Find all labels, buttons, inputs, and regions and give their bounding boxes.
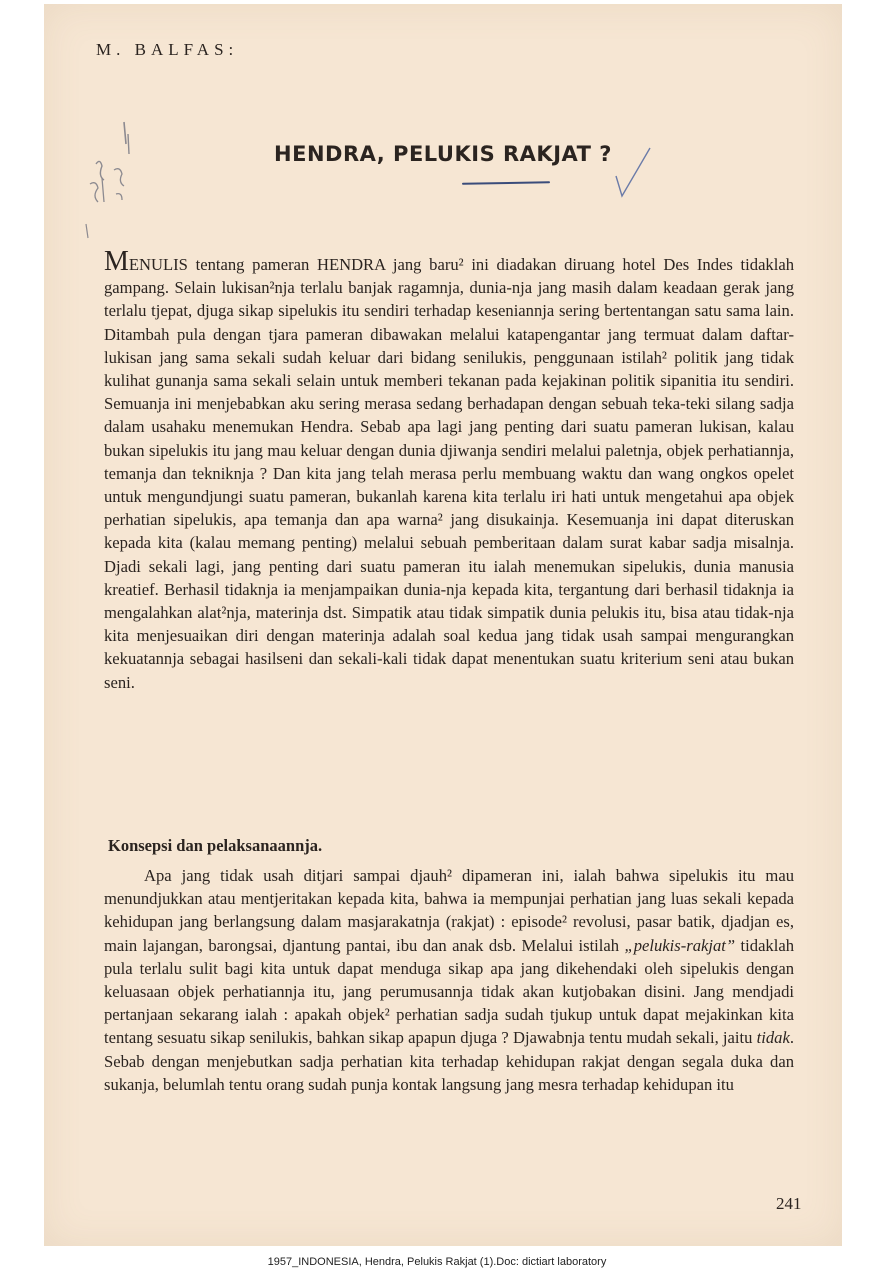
document-page: [44, 4, 842, 1246]
section-emphasis: tidak: [756, 1028, 790, 1048]
author-header: M. BALFAS:: [96, 40, 239, 59]
ink-checkmark: [610, 142, 656, 202]
intro-text: ENULIS tentang pameran HENDRA jang baru² ini diadakan diruang hotel Des Indes tidaklah gampang. Selain lukisan²nja terlalu banjak ragamnja, dunia-nja jang masih dalam keadaan gerak jang terlalu tjepat, djuga sikap sipelukis itu sendiri terhadap keseniannja sering bertentangan satu sama lain. Ditambah pula dengan tjara pameran dibawakan melalui katapengantar jang termuat dalam daftar-lukisan jang sama sekali sudah keluar dari bidang senilukis, penggunaan istilah² politik jang tidak kulihat gunanja sama sekali selain untuk memberi tekanan pada kejakinan politik sipanitia itu sendiri. Semuanja ini menjebabkan aku sering merasa sedang berhadapan dengan sebuah teka-teki silang sadja dalam usahaku menemukan Hendra. Sebab apa lagi jang penting dari suatu pameran lukisan, kalau bukan sipelukis itu jang mau keluar dengan dunia djiwanja sendiri melalui paletnja, objek perhatiannja, temanja dan tekniknja ? Dan kita jang telah merasa perlu membuang waktu dan wang ongkos opelet untuk mengundjungi suatu pameran, bukanlah karena kita terlalu iri hati untuk mengetahui apa objek perhatian sipelukis, apa temanja dan apa warna² jang disukainja. Kesemuanja ini dapat diteruskan kepada kita (kalau memang penting) melalui sebuah pemberitaan dalam surat kabar sadja misalnja. Djadi sekali lagi, jang penting dari suatu pameran itu ialah menemukan sipelukis, dunia manusia kreatief. Berhasil tidaknja ia menjampaikan dunia-nja kepada kita, tergantung dari berhasil tidaknja ia mengalahkan alat²nja, materinja dst. Simpatik atau tidak simpatik dunia pelukis itu, bisa atau tidak-nja kita menjesuaikan diri dengan materinja adalah soal kedua jang tidak usah sampai mengurangkan kekuatannja sebagai hasilseni dan sekali-kali tidak dapat menentukan suatu kriterium seni atau bukan seni.: [104, 255, 794, 692]
pencil-margin-notes: [66, 114, 136, 244]
section-text-part1: Apa jang tidak usah ditjari sampai djauh² dipameran ini, ialah bahwa sipelukis itu mau menundjukkan atau mentjeritakan kepada kita, bahwa ia mempunjai perhatian jang luas sekali kepada kehidupan jang berlangsung dalam masjarakatnja (rakjat) : episode² revolusi, pasar batik, djadjan es, main lajangan, barongsai, djantung pantai, ibu dan anak dsb. Melalui istilah: [104, 866, 794, 955]
section-term: „pelukis-rakjat”: [624, 935, 736, 955]
section-paragraph: [104, 864, 794, 1096]
article-title: HENDRA, PELUKIS RAKJAT ?: [274, 142, 612, 166]
drop-initial: M: [104, 246, 129, 277]
ink-underline: [462, 181, 550, 185]
section-text-part2: tidaklah pula terlalu sulit bagi kita untuk dapat menduga sikap apa jang dikehendaki oleh sipelukis dengan keluasaan objek perhatiannja itu, jang perumusannja tidak akan kutjobakan disini. Jang mendjadi pertanjaan sekarang ialah : apakah objek² perhatian sadja sudah tjukup untuk dapat mejakinkan kita tentang sesuatu sikap senilukis, bahkan sikap apapun djuga ? Djawabnja tentu mudah sekali, jaitu: [104, 935, 795, 1048]
document-footer: 1957_INDONESIA, Hendra, Pelukis Rakjat (1).Doc: dictiart laboratory: [267, 1256, 607, 1268]
section-heading: Konsepsi dan pelaksanaannja.: [108, 836, 323, 855]
intro-paragraph: [104, 246, 794, 694]
page-number: 241: [776, 1194, 802, 1213]
section-text-part3: . Sebab dengan menjebutkan sadja perhatian kita terhadap kehidupan rakjat dengan segala duka dan sukanja, belumlah tentu orang sudah punja kontak langsung jang mesra terhadap kehidupan itu: [104, 1028, 794, 1094]
